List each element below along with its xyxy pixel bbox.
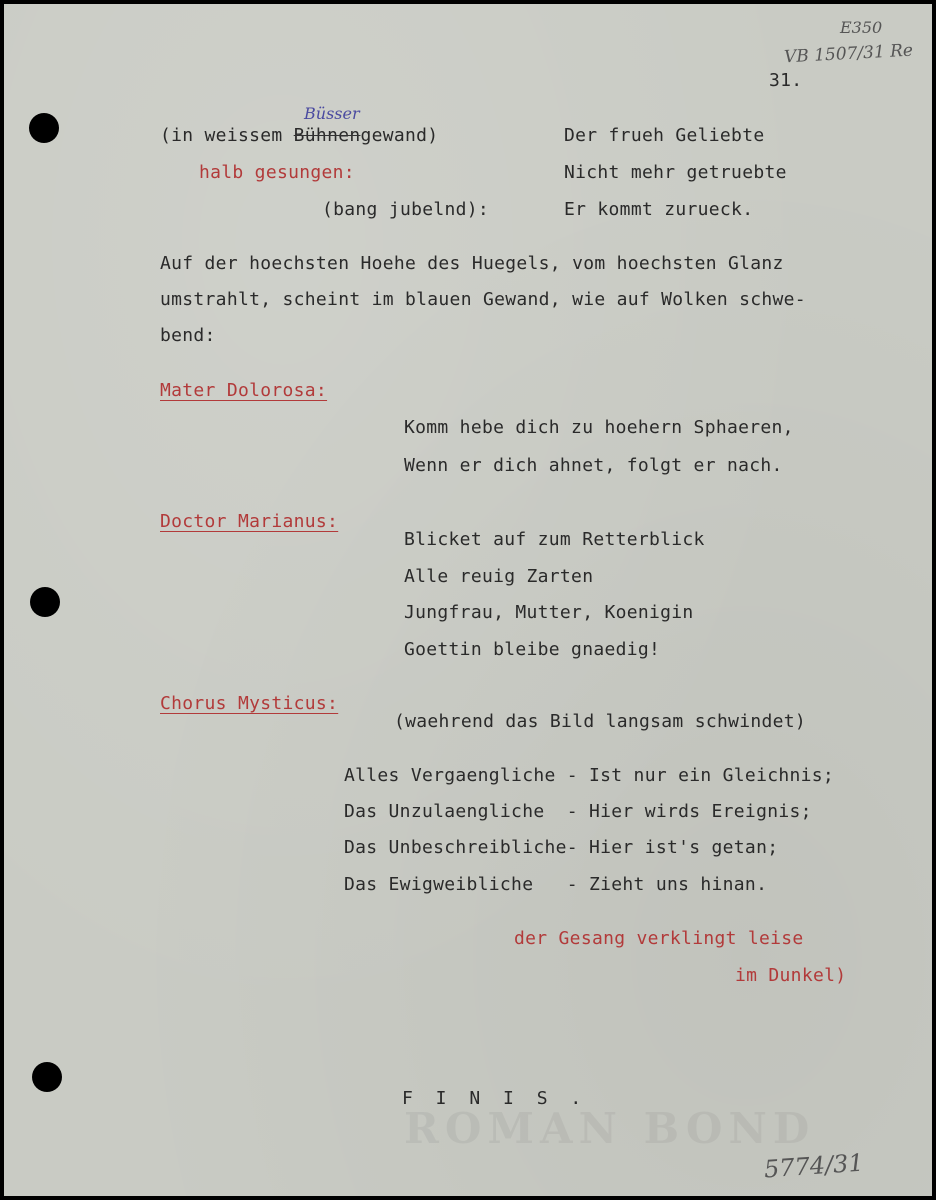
speaker-chorus-mysticus: Chorus Mysticus: [160,693,339,714]
archive-ref-bottom: 5774/31 [763,1148,865,1184]
right-line-1: Der frueh Geliebte [564,125,765,146]
chorus-line-3: Das Unbeschreibliche- Hier ist's getan; [344,837,779,858]
mater-line-1: Komm hebe dich zu hoehern Sphaeren, [404,417,794,438]
handwritten-correction: Büsser [304,104,360,123]
mater-line-2: Wenn er dich ahnet, folgt er nach. [404,455,783,476]
chorus-line-4: Das Ewigweibliche - Zieht uns hinan. [344,874,768,895]
doctor-line-4: Goettin bleibe gnaedig! [404,639,661,660]
closing-line-2: im Dunkel) [735,965,847,986]
archive-ref-1: E350 [840,18,883,37]
left-line-1-pre: (in weissem [160,125,294,146]
right-line-2: Nicht mehr getruebte [564,162,787,183]
punch-hole-middle [30,587,60,617]
stage-direction-line-3: bend: [160,325,216,346]
struck-word: Bühnen [293,125,361,146]
doctor-line-2: Alle reuig Zarten [404,566,594,587]
finis: F I N I S . [402,1088,588,1109]
page-number: 31. [769,70,803,91]
stage-direction-line-1: Auf der hoechsten Hoehe des Huegels, vom hoechsten Glanz [160,253,784,274]
punch-hole-bottom [32,1062,62,1092]
right-line-3: Er kommt zurueck. [564,199,754,220]
left-line-1-post: gewand) [360,125,439,146]
punch-hole-top [29,113,59,143]
chorus-direction: (waehrend das Bild langsam schwindet) [394,711,807,732]
archive-ref-2: VB 1507/31 Re [783,40,914,68]
paper-watermark: ROMAN BOND [404,1104,816,1153]
stage-direction-line-2: umstrahlt, scheint im blauen Gewand, wie auf Wolken schwe- [160,289,806,310]
left-line-3: (bang jubelnd): [322,199,490,220]
doctor-line-1: Blicket auf zum Retterblick [404,529,705,550]
speaker-doctor-marianus: Doctor Marianus: [160,511,339,532]
chorus-line-1: Alles Vergaengliche - Ist nur ein Gleichnis; [344,765,835,786]
left-line-2: halb gesungen: [199,162,355,183]
chorus-line-2: Das Unzulaengliche - Hier wirds Ereignis; [344,801,812,822]
speaker-mater-dolorosa: Mater Dolorosa: [160,380,328,401]
closing-line-1: der Gesang verklingt leise [514,928,804,949]
document-page [4,4,932,1196]
doctor-line-3: Jungfrau, Mutter, Koenigin [404,602,694,623]
left-line-1 [160,126,438,146]
